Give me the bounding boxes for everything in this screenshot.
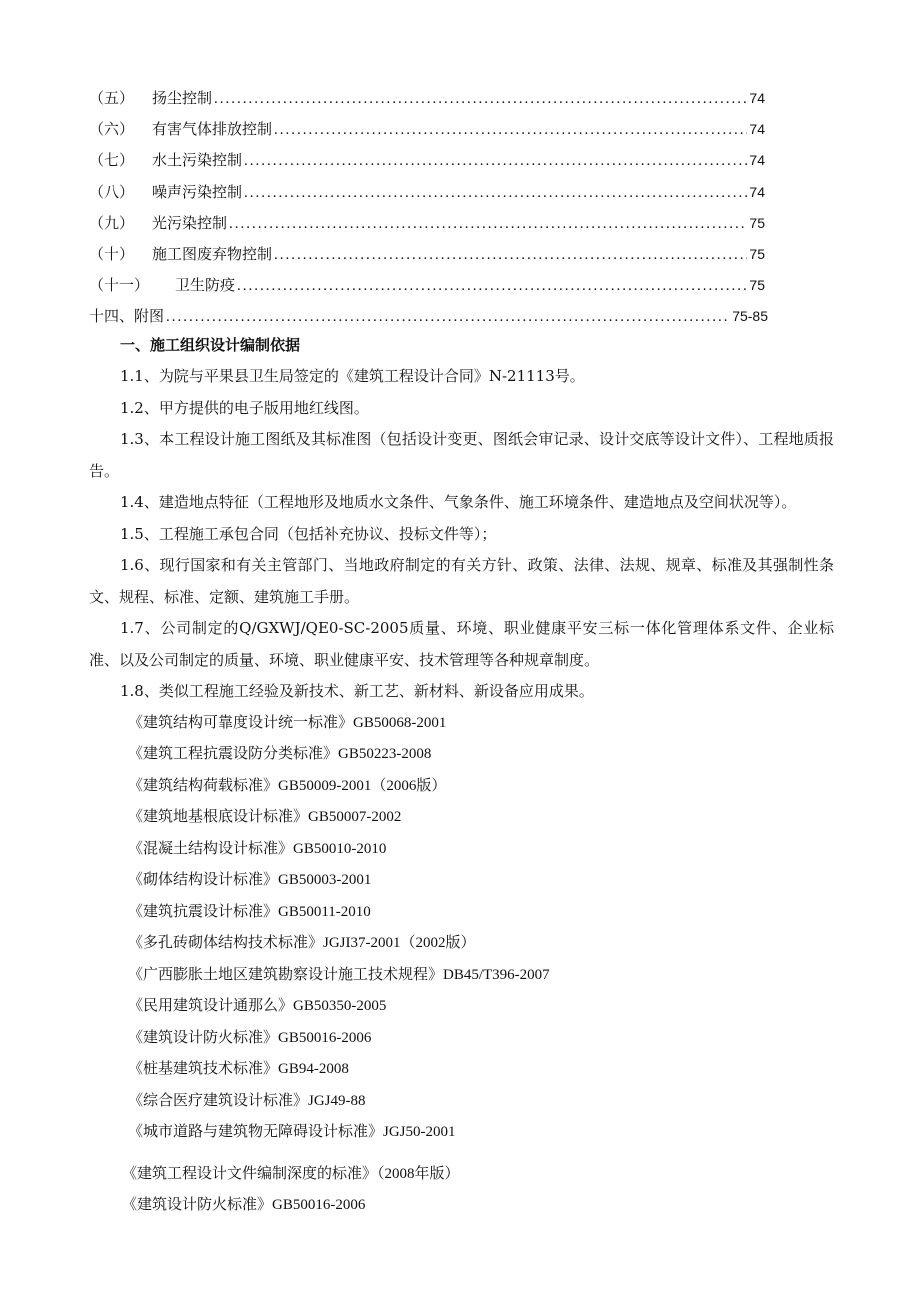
standard-reference: 《混凝土结构设计标准》GB50010-2010 [128,840,387,857]
basis-paragraph: 1.7、公司制定的Q/GXWJ/QE0-SC-2005质量、环境、职业健康平安三标一体化管理体系文件、企业标准、以及公司制定的质量、环境、职业健康平安、技术管理等各种规章制度。 [89,619,834,669]
toc-entry-title: 扬尘控制 [152,89,213,107]
basis-paragraph: 1.2、甲方提供的电子版用地红线图。 [120,398,369,417]
toc-entry-title: 附图 [134,307,165,326]
toc-entry-title: 卫生防疫 [175,276,236,295]
standard-reference: 《建筑抗震设计标准》GB50011-2010 [128,903,371,920]
toc-entry-number: 十四、 [89,307,135,326]
toc-entry[interactable] [89,117,765,148]
basis-paragraph: 1.3、本工程设计施工图纸及其标准图（包括设计变更、图纸会审记录、设计交底等设计文件）、工程地质报告。 [89,430,834,480]
toc-entry-title: 施工图废弃物控制 [152,244,273,263]
standard-reference: 《多孔砖砌体结构技术标准》JGJI37-2001（2002版） [128,935,476,952]
toc-entry-title: 光污染控制 [152,213,228,232]
standard-reference: 《广西膨胀土地区建筑勘察设计施工技术规程》DB45/T396-2007 [128,966,550,983]
basis-paragraph: 1.1、为院与平果县卫生局签定的《建筑工程设计合同》N-21113号。 [120,367,585,386]
standard-reference: 《建筑结构可靠度设计统一标准》GB50068-2001 [128,714,447,731]
toc-entry[interactable] [89,273,765,304]
toc-entry[interactable] [89,242,765,273]
toc-entry-page: 74 [749,152,765,169]
toc-entry-page: 74 [749,183,765,200]
toc-entry-title: 水土污染控制 [152,151,243,170]
section-heading: 一、施工组织设计编制依据 [120,336,301,354]
toc-leader-dots [244,181,747,205]
toc-leader-dots [244,149,747,173]
toc-entry[interactable] [89,86,765,117]
toc-entry-number: （八） [89,182,135,201]
standard-reference: 《桩基建筑技术标准》GB94-2008 [128,1061,349,1078]
section-body [89,330,834,1222]
toc-entry-number: （七） [89,151,135,170]
toc-leader-dots [237,274,747,298]
toc-leader-dots [214,87,747,111]
standard-reference: 《建筑工程设计文件编制深度的标准》（2008年版） [122,1165,460,1182]
toc-entry-page: 74 [749,121,765,138]
toc-entry-page: 75 [749,245,765,262]
toc-entry[interactable] [89,180,765,211]
toc-entry-page: 75 [749,214,765,231]
toc-leader-dots [229,212,747,236]
toc-leader-dots [274,243,747,267]
toc-leader-dots [166,305,730,329]
spacer [89,1149,834,1159]
toc-entry-number: （六） [89,120,135,139]
toc-entry-page: 74 [749,90,765,106]
toc-entry-number: （五） [89,89,135,107]
toc-entry-number: （十一） [89,276,150,295]
toc-leader-dots [274,118,747,142]
toc-entry-title: 有害气体排放控制 [152,120,273,139]
toc-entry-number: （九） [89,213,135,232]
basis-paragraph: 1.5、工程施工承包合同（包括补充协议、投标文件等）； [120,524,497,543]
toc-entry-page: 75 [749,277,765,294]
standard-reference: 《综合医疗建筑设计标准》JGJ49-88 [128,1092,366,1109]
standard-reference: 《砌体结构设计标准》GB50003-2001 [128,872,372,889]
standard-reference: 《建筑设计防火标准》GB50016-2006 [128,1029,372,1046]
basis-paragraph: 1.6、现行国家和有关主管部门、当地政府制定的有关方针、政策、法律、法规、规章、标准及其强制性条文、规程、标准、定额、建筑施工手册。 [89,556,834,606]
toc-entry[interactable] [89,211,765,242]
standard-reference: 《建筑设计防火标准》GB50016-2006 [122,1197,366,1214]
toc-entry-page: 75-85 [732,308,768,325]
standard-reference: 《城市道路与建筑物无障碍设计标准》JGJ50-2001 [128,1124,456,1141]
toc-entry[interactable] [89,148,765,179]
toc-entry-number: （十） [89,244,135,263]
basis-paragraph: 1.4、建造地点特征（工程地形及地质水文条件、气象条件、施工环境条件、建造地点及空间状况等）。 [120,493,797,512]
standard-reference: 《建筑地基根底设计标准》GB50007-2002 [128,809,402,826]
standard-reference: 《建筑结构荷载标准》GB50009-2001（2006版） [128,777,447,794]
standard-reference: 《民用建筑设计通那么》GB50350-2005 [128,998,387,1015]
table-of-contents [89,86,768,336]
basis-paragraph: 1.8、类似工程施工经验及新技术、新工艺、新材料、新设备应用成果。 [120,682,594,701]
standard-reference: 《建筑工程抗震设防分类标准》GB50223-2008 [128,746,432,763]
toc-entry-title: 噪声污染控制 [152,182,243,201]
